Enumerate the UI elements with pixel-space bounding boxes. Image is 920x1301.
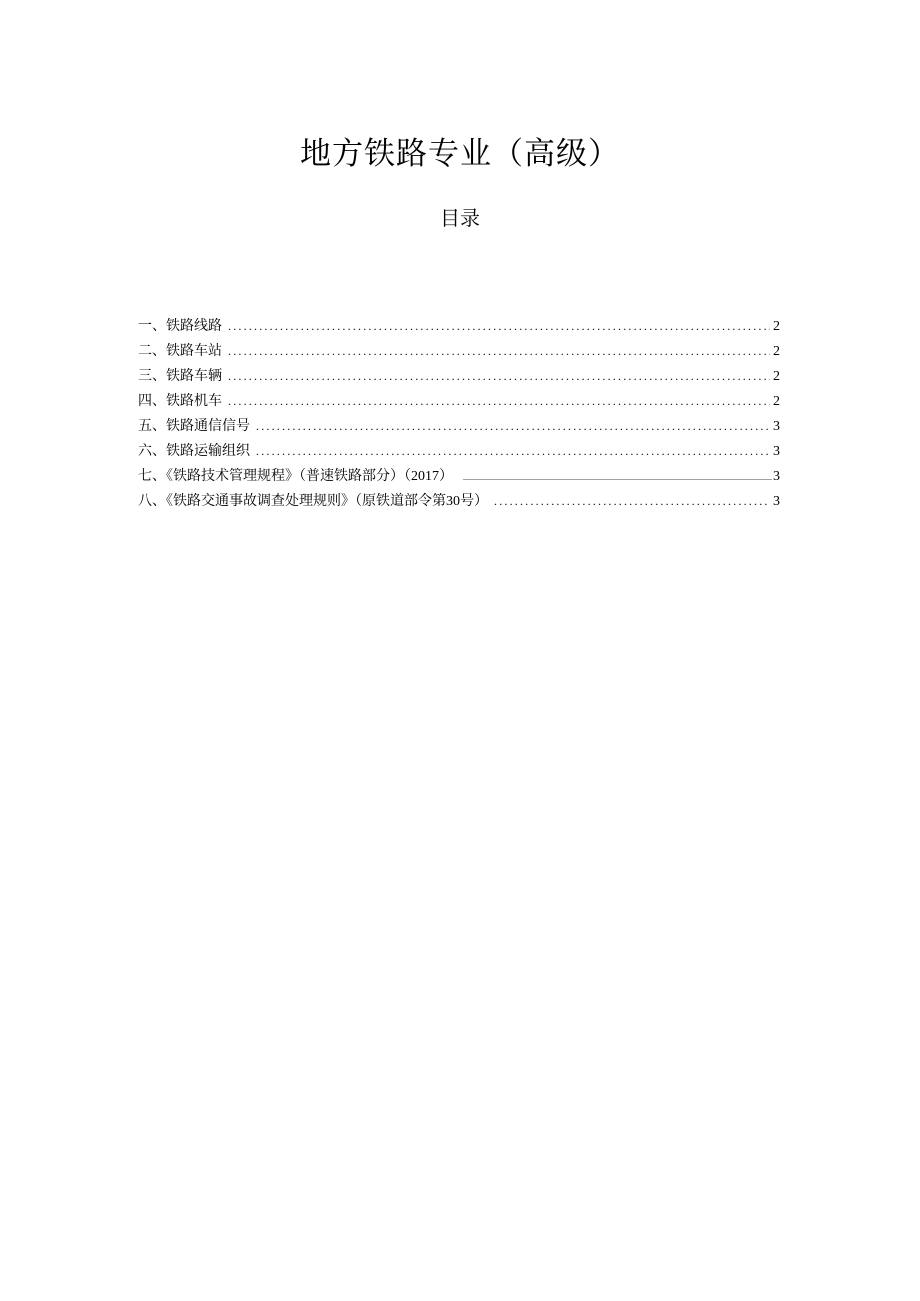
toc-page-number: 3: [773, 494, 780, 509]
toc-entry[interactable]: [138, 464, 780, 489]
toc-entry-label: 五、铁路通信信号: [138, 419, 250, 434]
toc-dot-leader: [256, 439, 770, 464]
toc-entry-label: 八、《铁路交通事故调查处理规则》（原铁道部令第30号）: [138, 494, 488, 509]
toc-dot-leader: [228, 314, 770, 339]
toc-page-number: 2: [773, 394, 780, 409]
document-title: 地方铁路专业（高级）: [300, 136, 620, 172]
toc-entry[interactable]: [138, 339, 780, 364]
toc-heading: 目录: [440, 206, 480, 230]
toc-page-number: 3: [773, 469, 780, 484]
toc-entry-label: 二、铁路车站: [138, 344, 222, 359]
toc-page-number: 2: [773, 369, 780, 384]
toc-entry[interactable]: [138, 439, 780, 464]
toc-page-number: 2: [773, 344, 780, 359]
toc-entry-label: 六、铁路运输组织: [138, 444, 250, 459]
toc-dot-leader: [228, 339, 770, 364]
toc-page-number: 2: [773, 319, 780, 334]
toc-entry-label: 三、铁路车辆: [138, 369, 222, 384]
toc-dot-leader: [494, 489, 770, 514]
toc-page-number: 3: [773, 444, 780, 459]
toc-dot-leader: [228, 389, 770, 414]
table-of-contents: [138, 314, 780, 514]
toc-entry-label: 七、《铁路技术管理规程》（普速铁路部分）（2017）: [138, 469, 453, 484]
toc-entry[interactable]: [138, 389, 780, 414]
toc-entry[interactable]: [138, 489, 780, 514]
toc-entry-label: 四、铁路机车: [138, 394, 222, 409]
toc-entry[interactable]: [138, 414, 780, 439]
toc-entry[interactable]: [138, 314, 780, 339]
toc-dot-leader: [228, 364, 770, 389]
toc-entry-label: 一、铁路线路: [138, 319, 222, 334]
toc-dot-leader: [463, 465, 772, 490]
toc-dot-leader: [256, 414, 770, 439]
toc-page-number: 3: [773, 419, 780, 434]
toc-entry[interactable]: [138, 364, 780, 389]
